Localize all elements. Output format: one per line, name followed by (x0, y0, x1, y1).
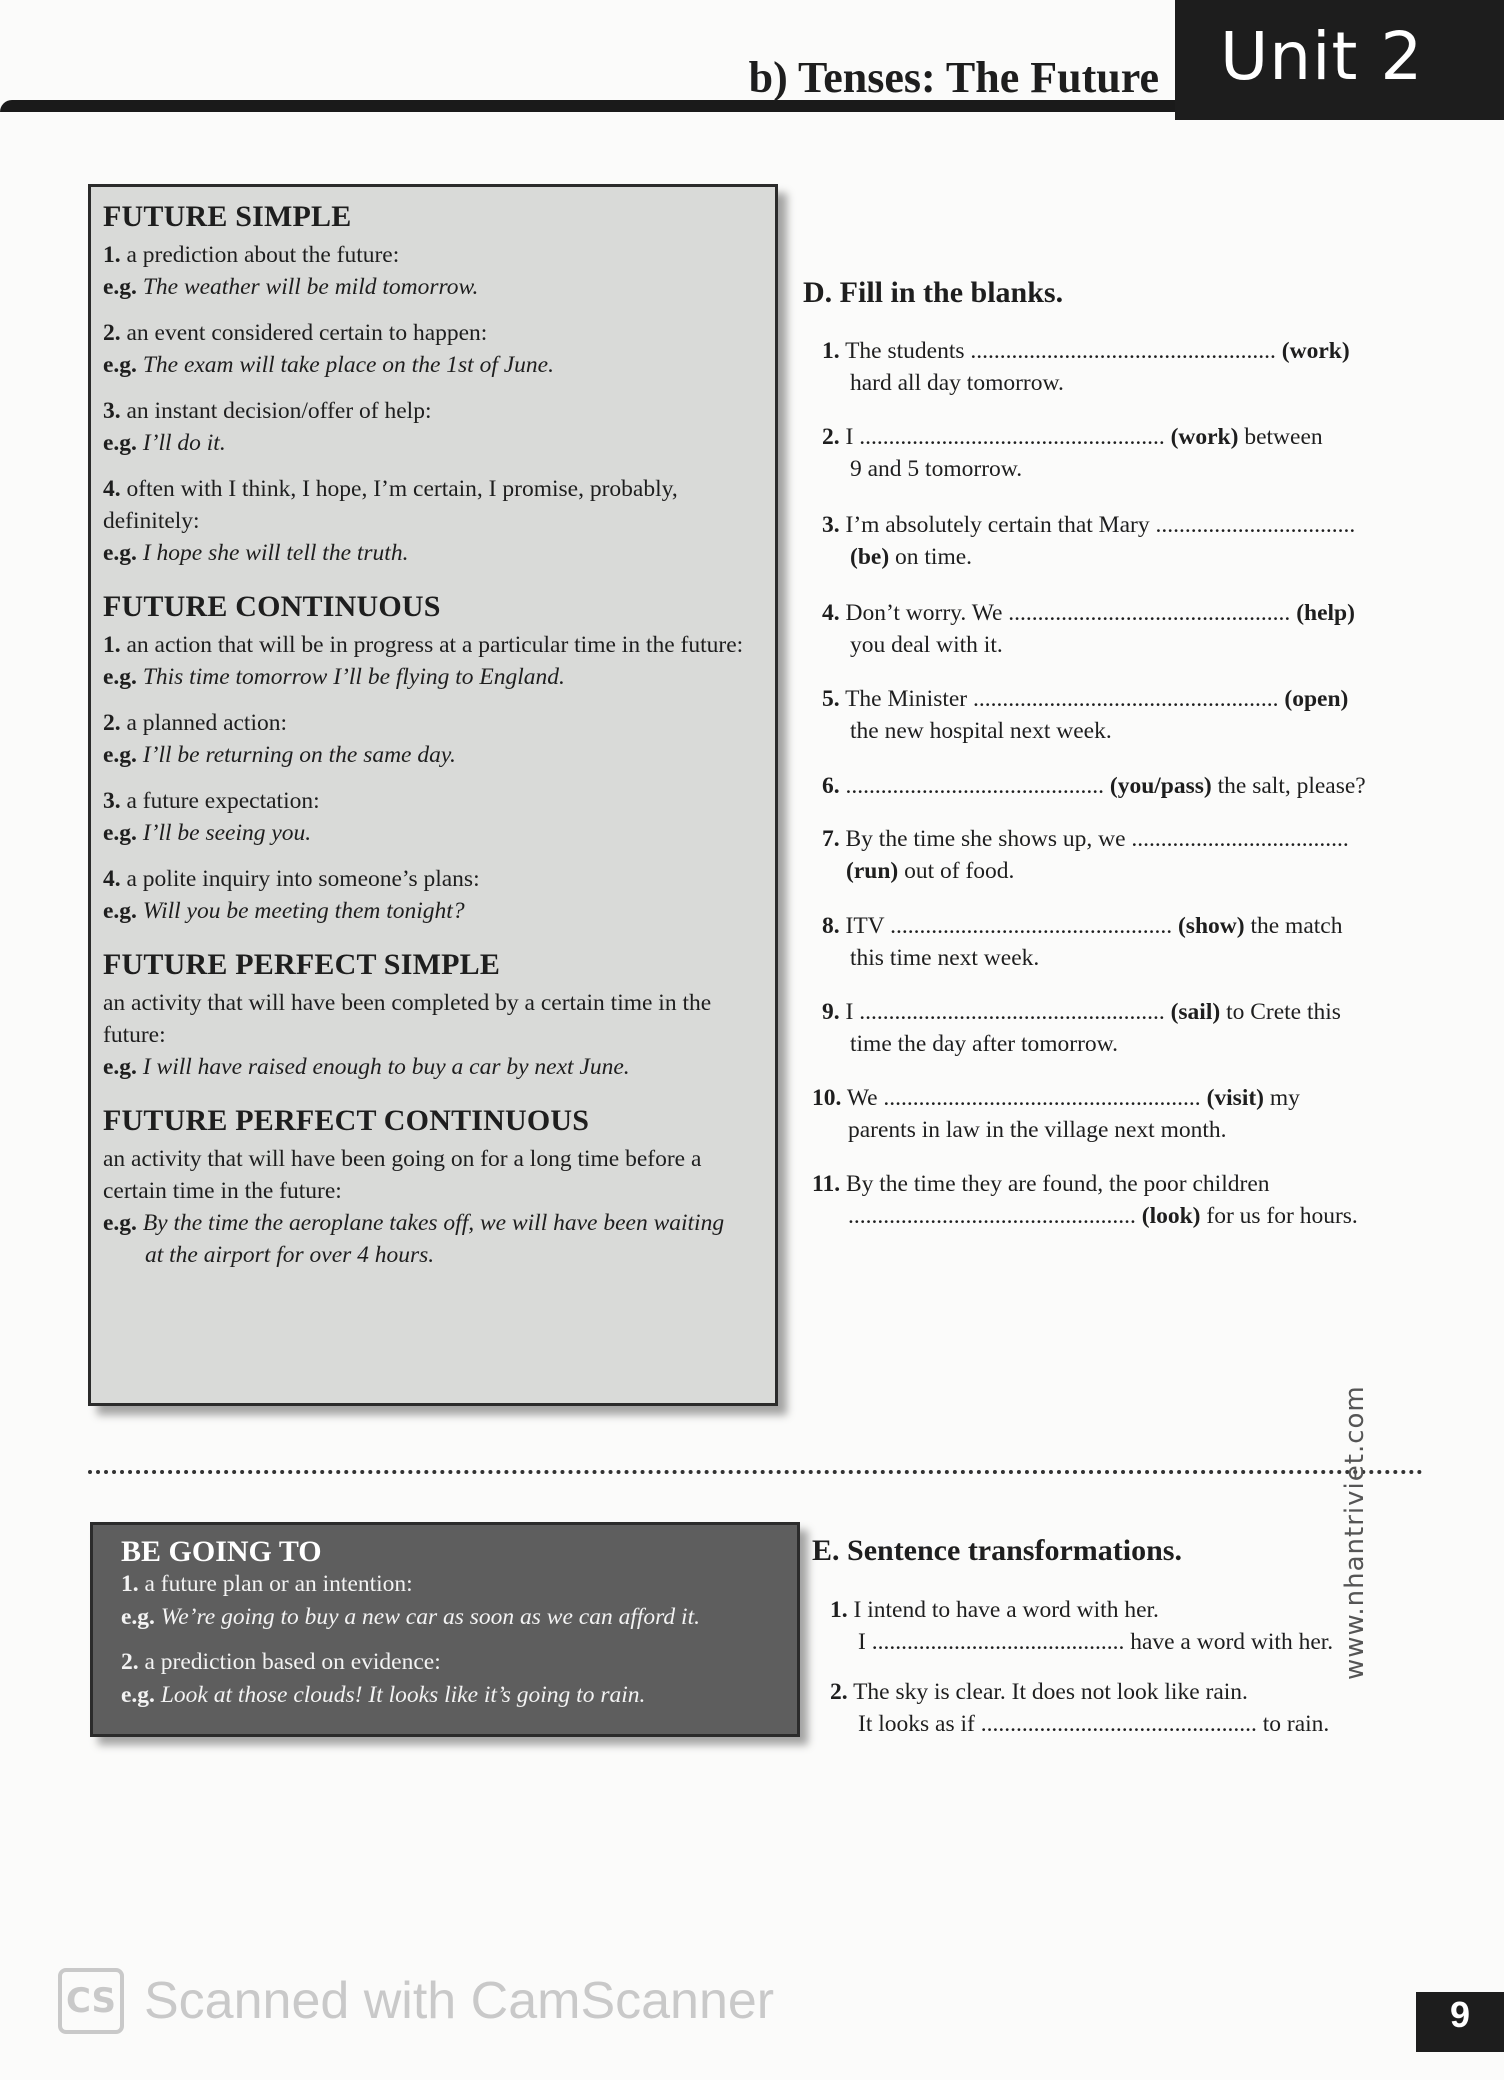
future-perfect-simple-heading: FUTURE PERFECT SIMPLE (103, 948, 501, 981)
list-item: 4. a polite inquiry into someone’s plans: e.g. Will you be meeting them tonight? (103, 866, 480, 924)
list-item: 2. an event considered certain to happen: e.g. The exam will take place on the 1st of June. (103, 320, 554, 378)
exercise-d-question: 10. We ...................................................... (visit) my parents in law in the village next month. (812, 1085, 1300, 1143)
list-item: an activity that will have been completed by a certain time in the future: e.g. I will have raised enough to buy a car by next June. (103, 990, 712, 1080)
exercise-e-question: 2. The sky is clear. It does not look like rain. It looks as if ............................................... to rain. (830, 1679, 1330, 1737)
future-simple-heading: FUTURE SIMPLE (103, 200, 352, 233)
website-url: www.nhantriviet.com (1340, 1385, 1370, 1680)
exercise-d-question: 9. I .................................................... (sail) to Crete this time the day after tomorrow. (822, 999, 1341, 1057)
exercise-e-question: 1. I intend to have a word with her. I ........................................... have a word with her. (830, 1597, 1334, 1655)
exercise-d-question: 3. I’m absolutely certain that Mary .................................. (be) on time. (822, 512, 1356, 570)
dotted-separator (88, 1470, 1423, 1474)
list-item: 3. an instant decision/offer of help: e.g. I’ll do it. (103, 398, 432, 456)
exercise-d-question: 7. By the time she shows up, we ..................................... (run) out of food. (822, 826, 1349, 884)
exercise-e-heading: E. Sentence transformations. (812, 1534, 1182, 1567)
exercise-d-question: 2. I .................................................... (work) between 9 and 5 tomorrow. (822, 424, 1323, 482)
be-going-to-box (90, 1522, 800, 1737)
list-item: an activity that will have been going on for a long time before a certain time in the future: e.g. By the time the aeroplane takes off, we will have been waiting at the airport for over 4 hours. (103, 1146, 725, 1268)
camscanner-watermark (58, 1968, 774, 2034)
page-number: 9 (1449, 1994, 1471, 2035)
list-item: 2. a prediction based on evidence: e.g. Look at those clouds! It looks like it’s going to rain. (121, 1649, 646, 1708)
list-item: 1. a prediction about the future: e.g. The weather will be mild tomorrow. (103, 242, 479, 300)
exercise-d-question: 1. The students .................................................... (work) hard all day tomorrow. (822, 338, 1350, 396)
list-item: 4. often with I think, I hope, I’m certain, I promise, probably, definitely: e.g. I hope she will tell the truth. (103, 476, 678, 566)
future-continuous-heading: FUTURE CONTINUOUS (103, 590, 441, 623)
camscanner-text: Scanned with CamScanner (144, 1972, 775, 2030)
section-title: b) Tenses: The Future (748, 53, 1159, 102)
list-item: 2. a planned action: e.g. I’ll be returning on the same day. (103, 710, 456, 768)
exercise-d-question: 6. ............................................ (you/pass) the salt, please? (822, 773, 1366, 799)
exercise-d-question: 4. Don’t worry. We ................................................ (help) you deal with it. (822, 600, 1355, 658)
theory-box (88, 184, 778, 1406)
list-item: 3. a future expectation: e.g. I’ll be seeing you. (103, 788, 320, 846)
exercise-d-question: 5. The Minister .................................................... (open) the new hospital next week. (822, 686, 1349, 744)
future-perfect-continuous-heading: FUTURE PERFECT CONTINUOUS (103, 1104, 590, 1137)
exercise-d-question: 8. ITV ................................................ (show) the match this time next week. (822, 913, 1343, 971)
camscanner-icon: CS (58, 1968, 124, 2034)
exercise-d-question: 11. By the time they are found, the poor children ................................................. (look) for us for hours. (812, 1171, 1358, 1229)
list-item: 1. a future plan or an intention: e.g. We’re going to buy a new car as soon as we can afford it. (121, 1571, 700, 1630)
be-going-to-heading: BE GOING TO (121, 1535, 322, 1568)
unit-label: Unit 2 (1220, 18, 1424, 95)
exercise-d-heading: D. Fill in the blanks. (803, 276, 1064, 309)
list-item: 1. an action that will be in progress at a particular time in the future: e.g. This time tomorrow I’ll be flying to England. (103, 632, 744, 690)
